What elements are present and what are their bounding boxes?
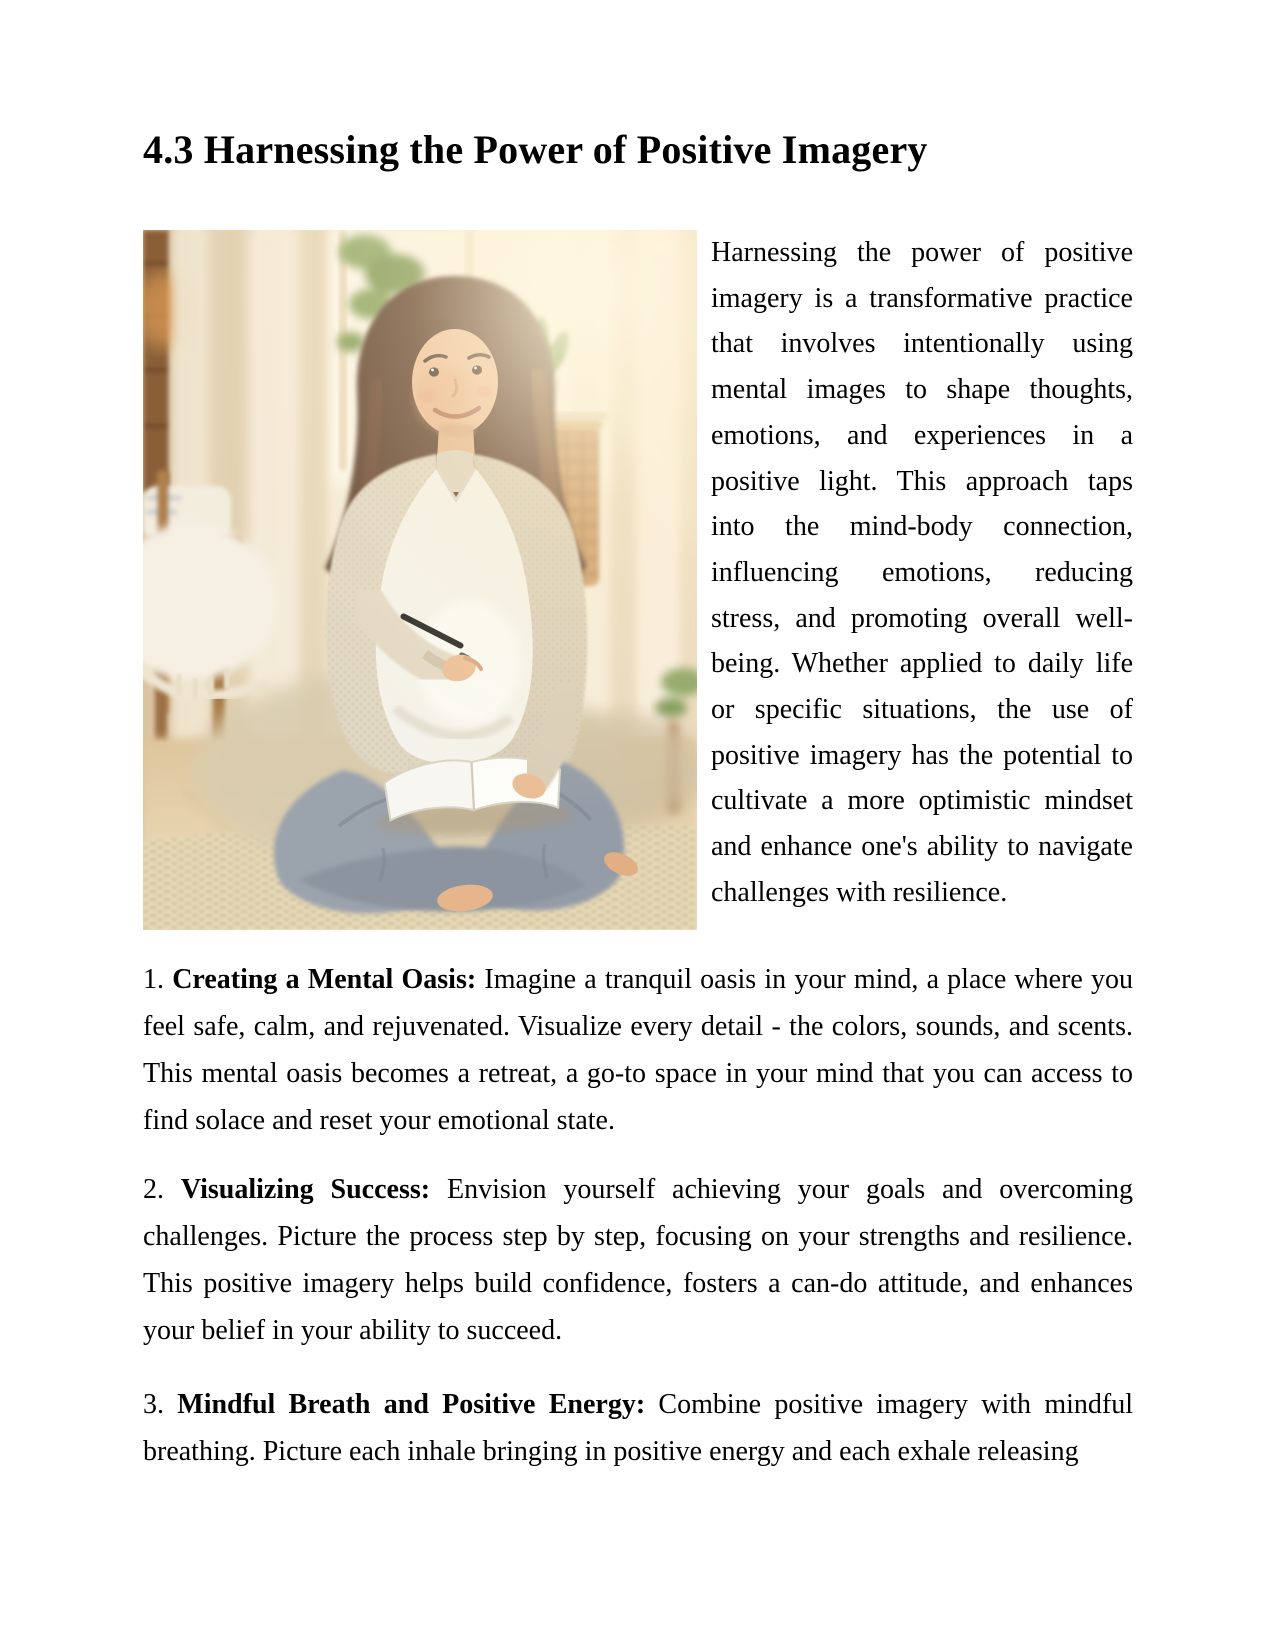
article-photo [143, 230, 697, 930]
item-title: Visualizing Success: [180, 1174, 431, 1205]
item-number: 3. [143, 1389, 164, 1420]
intro-paragraph: Harnessing the power of positive imagery is a transformative practice that involves intentionally using mental images to shape thoughts, emotions, and experiences in a positive light. This approach taps into the mind-body connection, influencing emotions, reducing stress, and promoting overall well-being. Whether applied to daily life or specific situations, the use of positive imagery has the potential to cultivate a more optimistic mindset and enhance one's ability to navigate challenges with resilience. [711, 237, 1133, 908]
section-heading: 4.3 Harnessing the Power of Positive Imagery [143, 127, 928, 172]
item-title: Mindful Breath and Positive Energy: [177, 1389, 646, 1420]
item-body: Envision yourself achieving your goals and overcoming challenges. Picture the process step by step, focusing on your strengths and resilience. This positive imagery helps build confidence, fosters a can-do attitude, and enhances your belief in your ability to succeed. [143, 1174, 1134, 1346]
item-number: 2. [143, 1174, 164, 1205]
item-body: Combine positive imagery with mindful breathing. Picture each inhale bringing in positive energy and each exhale releasing [143, 1389, 1133, 1467]
intro-section [143, 230, 1133, 930]
item-title: Creating a Mental Oasis: [172, 964, 477, 995]
numbered-paragraph-1 [143, 956, 1133, 1144]
numbered-paragraph-3 [143, 1381, 1133, 1475]
numbered-paragraph-2 [143, 1166, 1133, 1354]
item-body: Imagine a tranquil oasis in your mind, a place where you feel safe, calm, and rejuvenated. Visualize every detail - the colors, sounds, and scents. This mental oasis becomes a retreat, a go-to space in your mind that you can access to find solace and reset your emotional state. [143, 964, 1134, 1136]
item-number: 1. [143, 964, 164, 995]
